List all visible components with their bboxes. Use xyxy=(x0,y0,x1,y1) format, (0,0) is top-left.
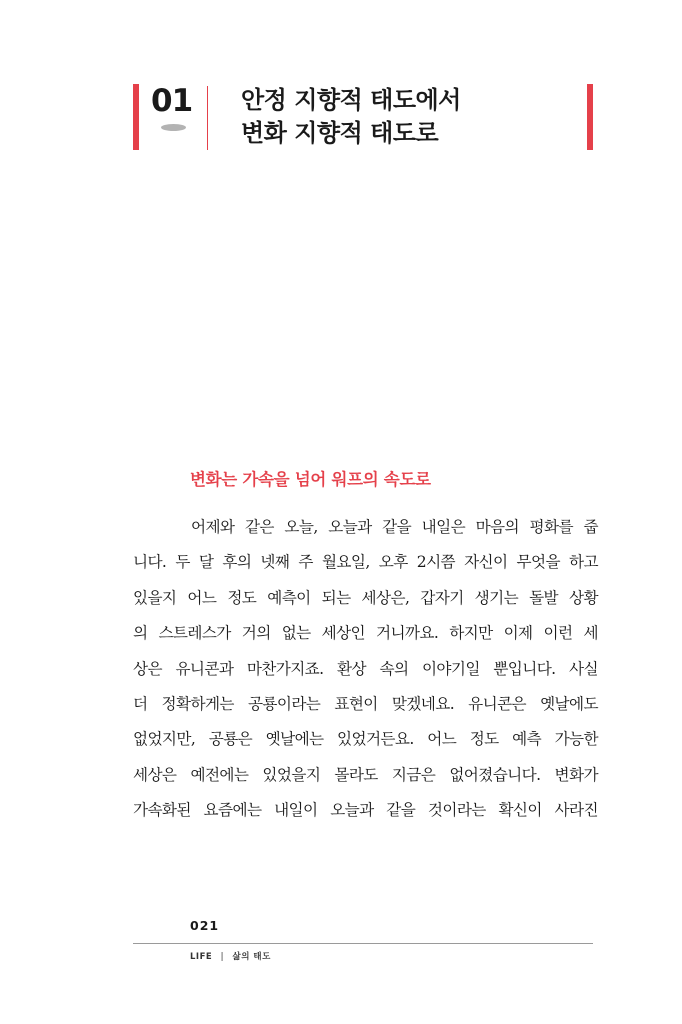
page-number: 021 xyxy=(190,918,220,933)
chapter-accent-bar-left xyxy=(133,84,139,150)
body-line: 니다. 두 달 후의 넷째 주 월요일, 오후 2시쯤 자신이 무엇을 하고 xyxy=(133,553,598,572)
chapter-number-dot xyxy=(161,124,186,131)
body-line: 세상은 예전에는 있었을지 몰라도 지금은 없어졌습니다. 변화가 xyxy=(133,765,598,784)
chapter-accent-bar-right xyxy=(587,84,593,150)
footer-separator: | xyxy=(220,952,225,962)
chapter-divider xyxy=(207,86,208,150)
body-line: 더 정확하게는 공룡이라는 표현이 맞겠네요. 유니콘은 옛날에도 xyxy=(133,694,598,713)
running-footer xyxy=(190,950,271,962)
footer-rule xyxy=(133,943,593,944)
body-line: 없었지만, 공룡은 옛날에는 있었거든요. 어느 정도 예측 가능한 xyxy=(133,730,598,749)
body-line: 어제와 같은 오늘, 오늘과 같을 내일은 마음의 평화를 줍 xyxy=(191,518,598,536)
body-paragraph xyxy=(133,510,598,829)
body-line: 있을지 어느 정도 예측이 되는 세상은, 갑자기 생기는 돌발 상황 xyxy=(133,588,598,607)
chapter-label: 삶의 태도 xyxy=(232,952,271,962)
body-line: 가속화된 요즘에는 내일이 오늘과 같을 것이라는 확신이 사라진 xyxy=(133,801,598,820)
chapter-title xyxy=(241,84,461,150)
chapter-number: 01 xyxy=(151,83,193,119)
chapter-title-line: 안정 지향적 태도에서 xyxy=(241,86,461,114)
section-heading: 변화는 가속을 넘어 워프의 속도로 xyxy=(190,470,431,489)
body-line: 의 스트레스가 거의 없는 세상인 거니까요. 하지만 이제 이런 세 xyxy=(133,624,598,643)
body-line: 상은 유니콘과 마찬가지죠. 환상 속의 이야기일 뿐입니다. 사실 xyxy=(133,659,598,678)
chapter-title-line: 변화 지향적 태도로 xyxy=(241,119,439,147)
book-label: LIFE xyxy=(190,952,213,962)
